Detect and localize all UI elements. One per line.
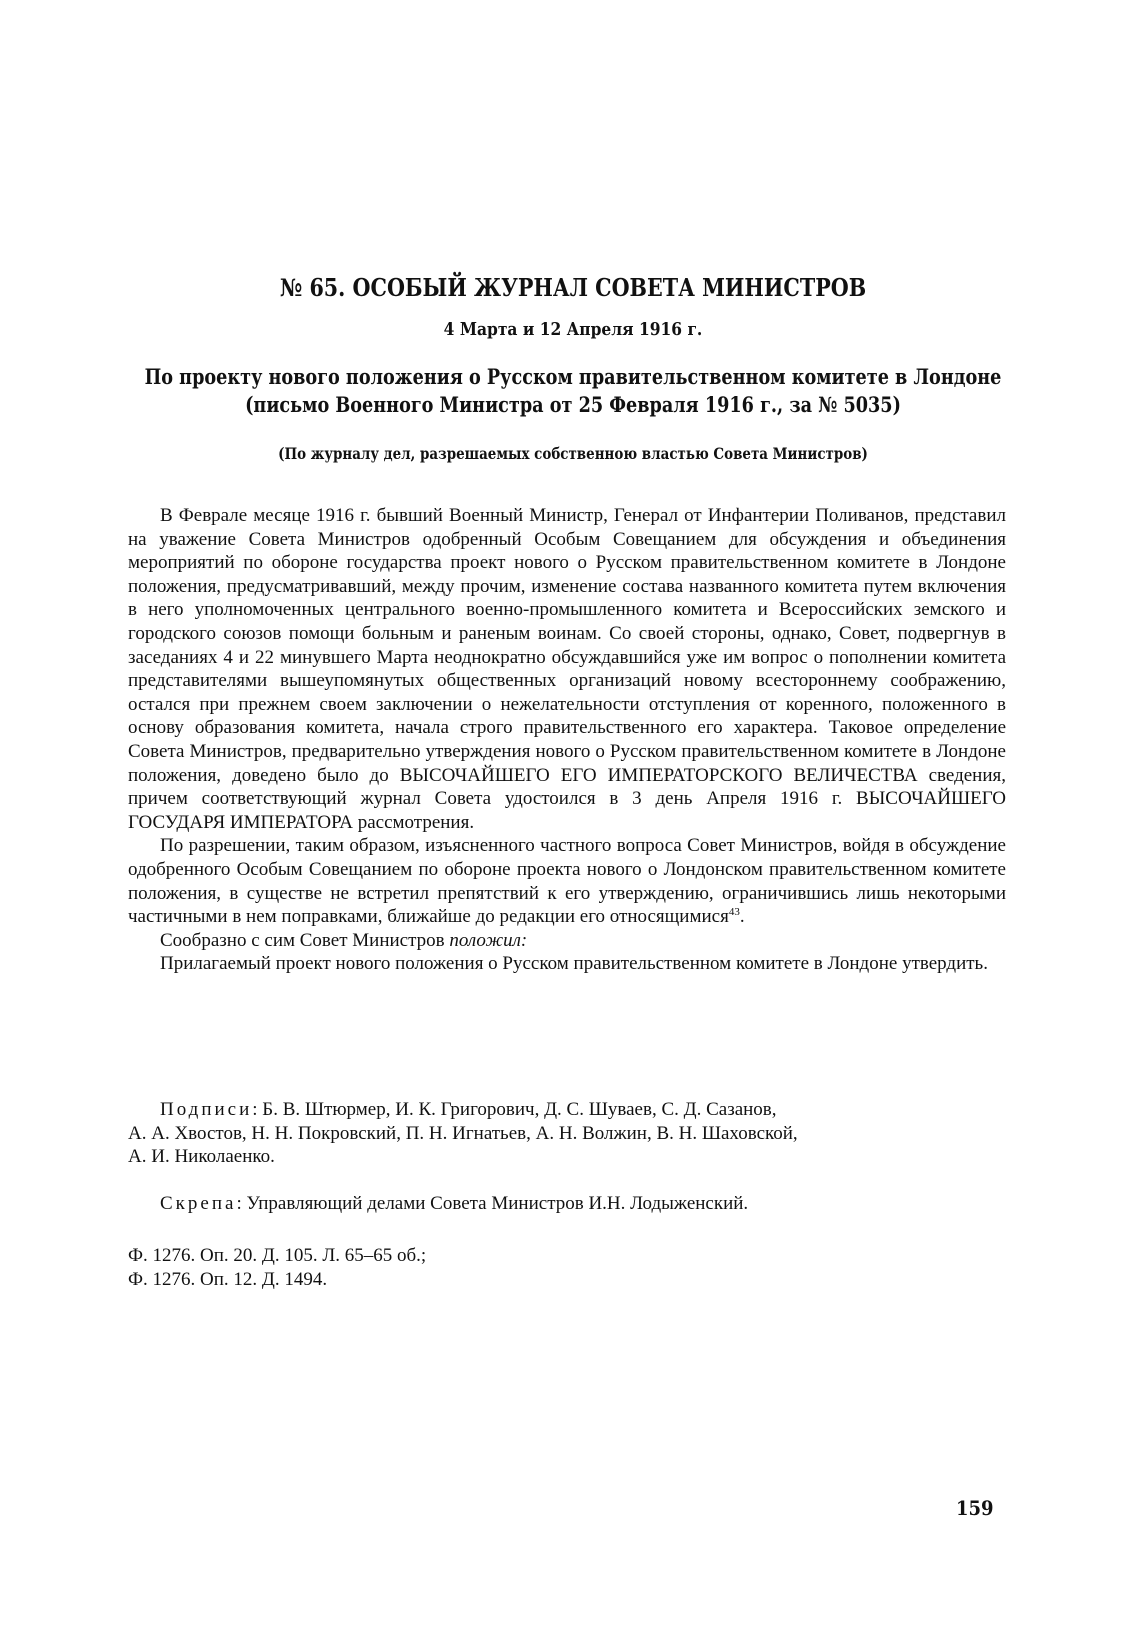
- signatures: [128, 1098, 1006, 1169]
- document-date: 4 Марта и 12 Апреля 1916 г.: [443, 319, 703, 340]
- paragraph-2: [128, 834, 1006, 928]
- archive-ref-1: Ф. 1276. Оп. 20. Д. 105. Л. 65–65 об.;: [128, 1245, 427, 1266]
- signatures-label: Подписи: [160, 1099, 253, 1120]
- document-body: [128, 504, 1006, 976]
- paragraph-3-italic: положил:: [449, 929, 528, 951]
- paragraph-2-text: По разрешении, таким образом, изъясненного частного вопроса Совет Министров, войдя в обсуждение одобренного Особым Совещанием по обороне проекта нового о Лондонском правительственном комитете положения, в существе не встретил препятствий к его утверждению, ограничившись лишь некоторыми частичными в нем поправками, ближайше до редакции его относящимися: [128, 835, 1006, 928]
- document-note: (По журналу дел, разрешаемых собственною властью Совета Министров): [278, 444, 868, 463]
- footnote-ref: 43: [728, 906, 740, 919]
- signatures-line-3: А. И. Николаенко.: [128, 1146, 275, 1168]
- signatures-names-1: : Б. В. Штюрмер, И. К. Григорович, Д. С. Шуваев, С. Д. Сазанов,: [252, 1099, 777, 1120]
- document-title: № 65. ОСОБЫЙ ЖУРНАЛ СОВЕТА МИНИСТРОВ: [279, 273, 867, 302]
- document-subject: [92, 363, 1055, 419]
- paragraph-3-prefix: Сообразно с сим Совет Министров: [160, 929, 450, 951]
- subject-line-2: (письмо Военного Министра от 25 Февраля 1916 г., за № 5035): [245, 392, 901, 417]
- paragraph-4: Прилагаемый проект нового положения о Русском правительственном комитете в Лондоне утвердить.: [160, 953, 988, 975]
- paragraph-3: [128, 929, 1006, 953]
- signatures-line-2: А. А. Хвостов, Н. Н. Покровский, П. Н. Игнатьев, А. Н. Волжин, В. Н. Шаховской,: [128, 1122, 798, 1144]
- archive-references: [128, 1244, 426, 1291]
- archive-ref-2: Ф. 1276. Оп. 12. Д. 1494.: [128, 1268, 328, 1290]
- paragraph-1: В Феврале месяце 1916 г. бывший Военный Министр, Генерал от Инфантерии Поливанов, представил на уважение Совета Министров одобренный Особым Совещанием для обсуждения и объединения мероприятий по обороне государства проект нового о Русском правительственном комитете в Лондоне положения, предусматривавший, между прочим, изменение состава названного комитета путем включения в него уполномоченных центрального военно-промышленного комитета и Всероссийских земского и городского союзов помощи больным и раненым воинам. Со своей стороны, однако, Совет, подвергнув в заседаниях 4 и 22 минувшего Марта неоднократно обсуждавшийся уже им вопрос о пополнении комитета представителями вышеупомянутых общественных организаций новому всестороннему соображению, остался при прежнем своем заключении о нежелательности отступления от коренного, положенного в основу образования комитета, начала строго правительственного его характера. Таковое определение Совета Министров, предварительно утверждения нового о Русском правительственном комитете в Лондоне положения, доведено было до ВЫСОЧАЙШЕГО ЕГО ИМПЕРАТОРСКОГО ВЕЛИЧЕСТВА сведения, причем соответствующий журнал Совета удостоился в 3 день Апреля 1916 г. ВЫСОЧАЙШЕГО ГОСУДАРЯ ИМПЕРАТОРА рассмотрения.: [128, 505, 1006, 833]
- page-number: 159: [956, 1496, 994, 1520]
- paragraph-2-end: .: [739, 906, 745, 928]
- countersignature: [160, 1192, 748, 1216]
- seal-text: : Управляющий делами Совета Министров И.Н. Лодыженский.: [236, 1193, 749, 1214]
- subject-line-1: По проекту нового положения о Русском правительственном комитете в Лондоне: [144, 364, 1002, 389]
- signatures-line-1: [128, 1098, 1006, 1122]
- seal-label: Скрепа: [160, 1193, 237, 1214]
